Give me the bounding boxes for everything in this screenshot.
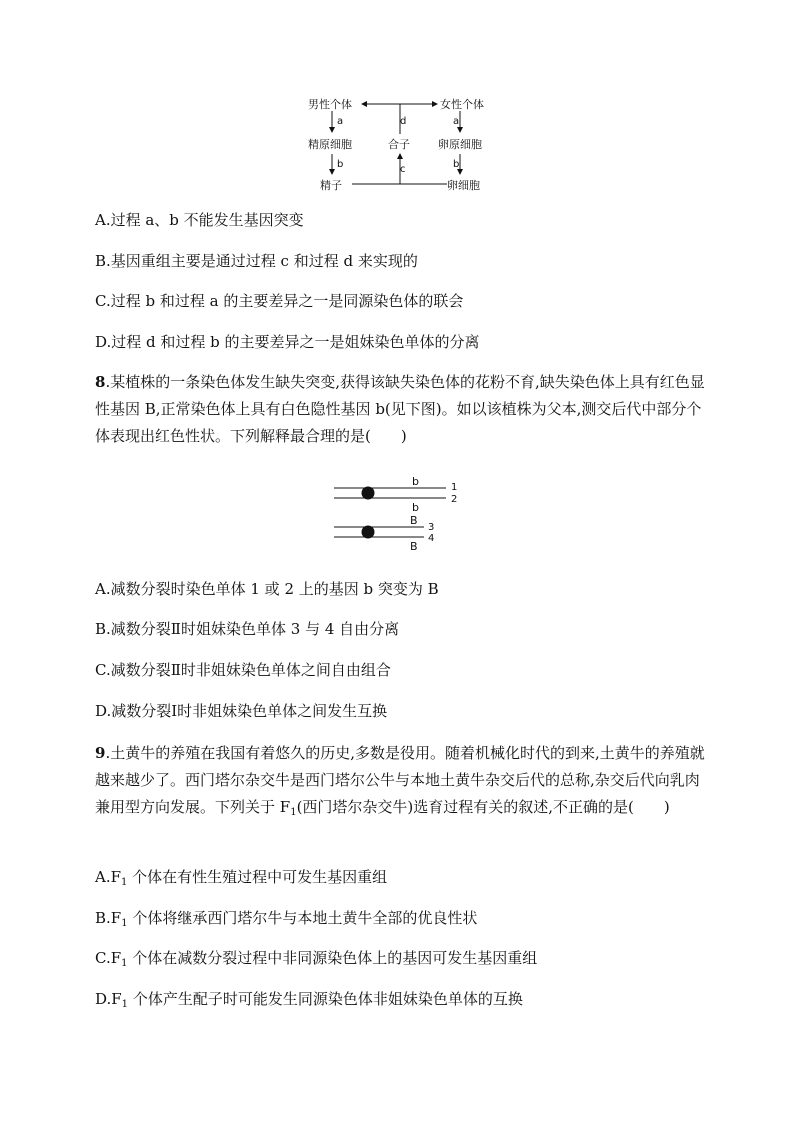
label-female-individual: 女性个体 <box>440 98 484 111</box>
q9-option-c <box>95 948 537 968</box>
q8-number: 8 <box>95 373 106 391</box>
q9-option-b-text: 个体将继承西门塔尔牛与本地土黄牛全部的优良性状 <box>127 909 478 927</box>
label-b-left: b <box>337 159 344 170</box>
centromere-bottom <box>362 526 375 539</box>
chromatid-number-3: 3 <box>428 522 435 533</box>
q8-stem-text: .某植株的一条染色体发生缺失突变,获得该缺失染色体的花粉不育,缺失染色体上具有红色显性基因 B,正常染色体上具有白色隐性基因 b(见下图)。如以该植株为父本,测交后代中部分个体表现出红色性状。下列解释最合理的是( ) <box>95 373 705 445</box>
q9-option-d-prefix: D.F <box>95 990 122 1008</box>
q7-option-d: D.过程 d 和过程 b 的主要差异之一是姐妹染色单体的分离 <box>95 333 480 351</box>
q8-option-a: A.减数分裂时染色单体 1 或 2 上的基因 b 突变为 B <box>95 580 439 598</box>
q9-option-d-text: 个体产生配子时可能发生同源染色体非姐妹染色单体的互换 <box>128 990 523 1008</box>
gene-label-1: b <box>412 475 419 488</box>
label-zygote: 合子 <box>388 138 410 151</box>
q9-option-b-prefix: B.F <box>95 909 122 927</box>
q9-stem-text-2: (西门塔尔杂交牛)选育过程有关的叙述,不正确的是( ) <box>296 798 670 816</box>
chromatid-number-2: 2 <box>451 494 458 505</box>
label-egg: 卵细胞 <box>447 179 480 192</box>
label-b-right: b <box>453 159 460 170</box>
label-d: d <box>400 116 407 127</box>
q8-option-d: D.减数分裂Ⅰ时非姐妹染色单体之间发生互换 <box>95 702 388 720</box>
q9-option-c-sub: 1 <box>121 958 128 969</box>
label-sperm: 精子 <box>320 179 342 192</box>
q9-option-a-sub: 1 <box>121 877 128 888</box>
q9-option-d-sub: 1 <box>121 999 129 1010</box>
q8-option-c: C.减数分裂Ⅱ时非姐妹染色单体之间自由组合 <box>95 661 391 679</box>
q9-option-c-text: 个体在减数分裂过程中非同源染色体上的基因可发生基因重组 <box>127 949 538 967</box>
q8-stem <box>95 369 705 450</box>
label-male-individual: 男性个体 <box>308 98 352 111</box>
q9-option-a-prefix: A.F <box>95 868 122 886</box>
label-spermatogonium: 精原细胞 <box>308 138 352 151</box>
gene-label-4: B <box>410 540 418 553</box>
q9-stem <box>95 740 705 821</box>
q9-option-b <box>95 908 477 928</box>
q9-option-d <box>95 989 523 1009</box>
chromatid-number-4: 4 <box>428 533 435 544</box>
chromatid-number-1: 1 <box>451 482 458 493</box>
q9-option-c-prefix: C.F <box>95 949 122 967</box>
q7-option-b: B.基因重组主要是通过过程 c 和过程 d 来实现的 <box>95 252 418 270</box>
q9-stem-subscript: 1 <box>290 807 297 818</box>
chromosome-figure <box>330 474 470 556</box>
q8-option-b: B.减数分裂Ⅱ时姐妹染色单体 3 与 4 自由分离 <box>95 620 400 638</box>
gene-label-3: B <box>410 514 418 527</box>
centromere-top <box>362 487 375 500</box>
q9-option-b-sub: 1 <box>121 918 128 929</box>
label-oogonium: 卵原细胞 <box>438 138 482 151</box>
q9-option-a <box>95 867 387 887</box>
q9-number: 9 <box>95 744 106 762</box>
gene-label-2: b <box>412 501 419 514</box>
life-cycle-diagram <box>300 92 500 196</box>
q9-stem-text-1: .土黄牛的养殖在我国有着悠久的历史,多数是役用。随着机械化时代的到来,土黄牛的养殖就越来越少了。西门塔尔杂交牛是西门塔尔公牛与本地土黄牛杂交后代的总称,杂交后代向乳肉兼用型方向发展。下列关于 F <box>95 744 705 816</box>
q9-option-a-text: 个体在有性生殖过程中可发生基因重组 <box>127 868 388 886</box>
label-c: c <box>400 164 406 175</box>
q7-option-a: A.过程 a、b 不能发生基因突变 <box>95 211 304 229</box>
label-a-right: a <box>453 116 460 127</box>
q7-option-c: C.过程 b 和过程 a 的主要差异之一是同源染色体的联会 <box>95 292 464 310</box>
label-a-left: a <box>337 116 344 127</box>
